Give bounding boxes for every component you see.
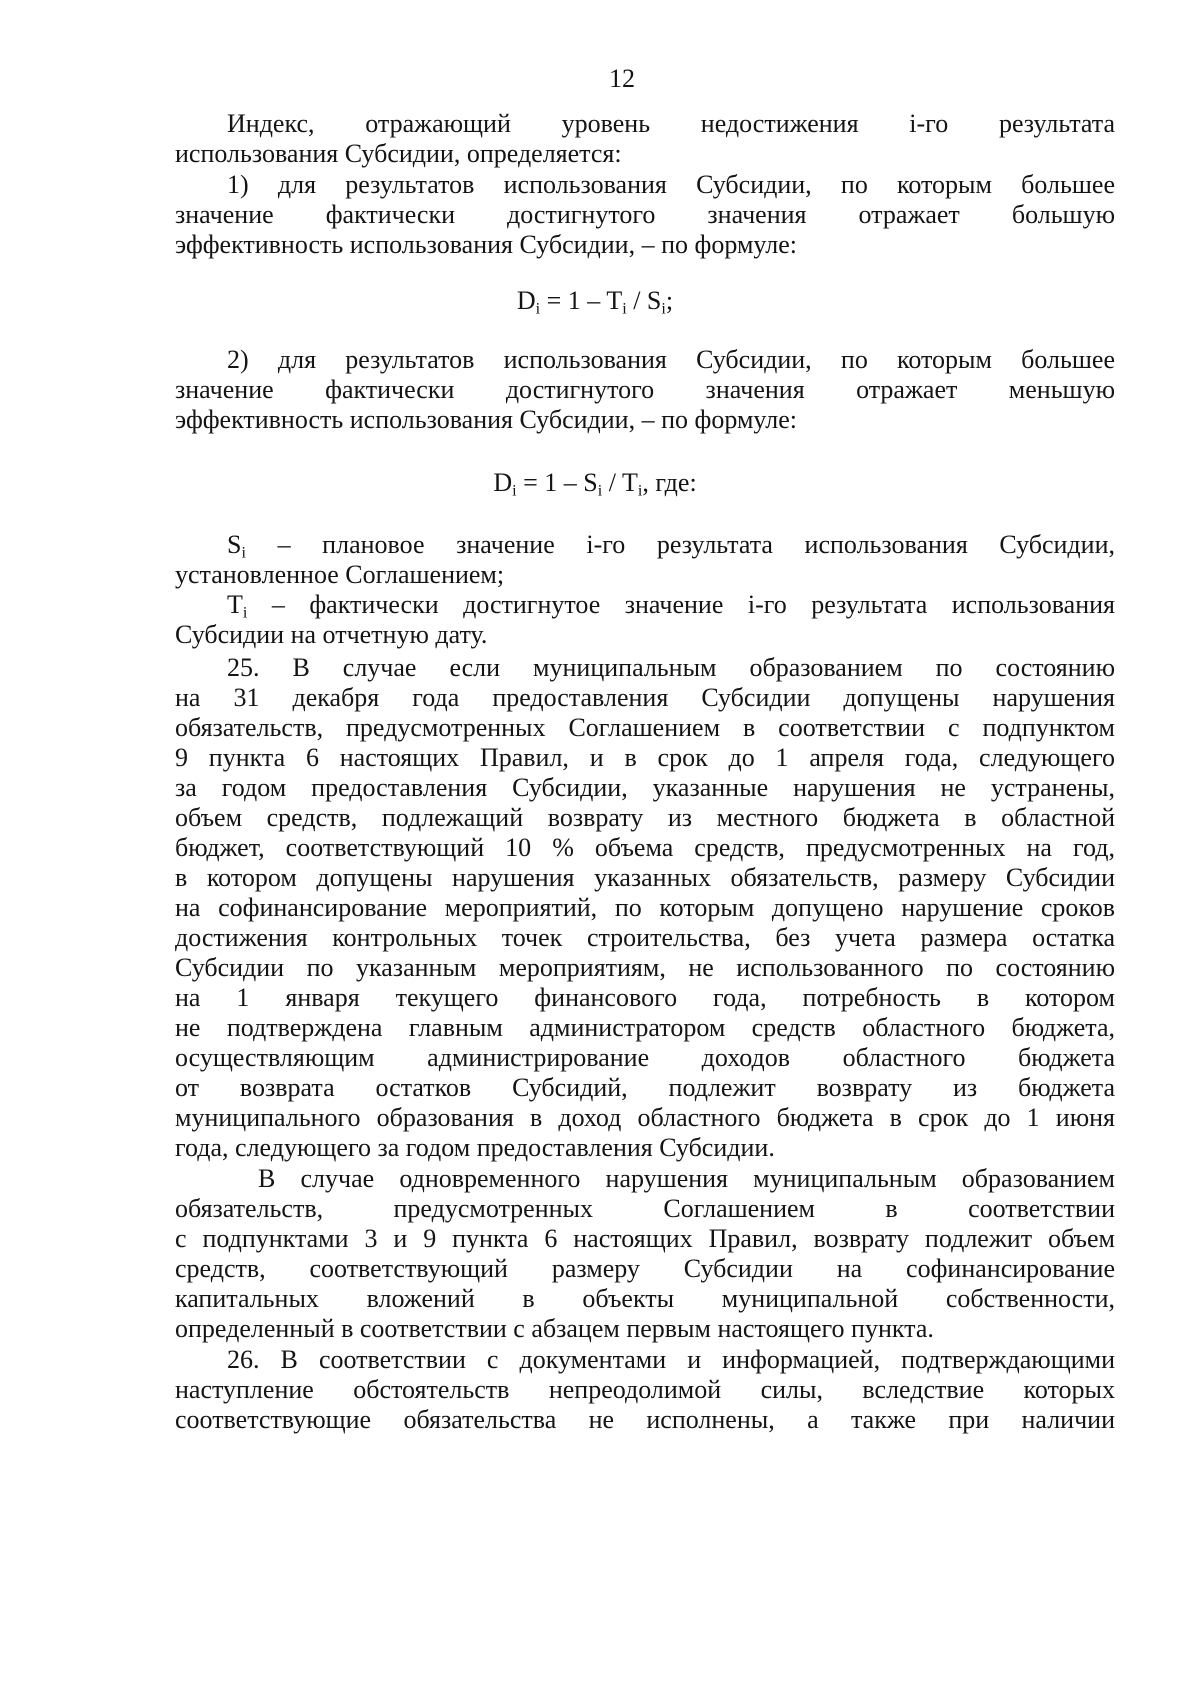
text-line: Субсидии по указанным мероприятиям, не использованного по состоянию — [175, 953, 1115, 982]
text-line: Индекс, отражающий уровень недостижения i-го результата — [227, 109, 1115, 138]
paragraph-item-1 — [175, 170, 1115, 260]
text-line: от возврата остатков Субсидий, подлежит возврату из бюджета — [175, 1073, 1115, 1102]
text-segment: = 1 – S — [516, 468, 598, 497]
text-line — [175, 286, 1015, 316]
text-line: не подтверждена главным администратором средств областного бюджета, — [175, 1013, 1115, 1042]
text-line: капитальных вложений в объекты муниципальной собственности, — [175, 1284, 1115, 1313]
text-line — [175, 468, 1015, 498]
subscript-index: i — [512, 482, 517, 500]
text-line: года, следующего за годом предоставления Субсидии. — [175, 1133, 775, 1162]
text-segment: – фактически достигнутое значение i-го результата использования — [247, 590, 1115, 619]
subscript-index: i — [661, 300, 666, 318]
text-line: бюджет, соответствующий 10 % объема средств, предусмотренных на год, — [175, 833, 1115, 862]
text-line: эффективность использования Субсидии, – по формуле: — [175, 405, 797, 434]
text-line: осуществляющим администрирование доходов областного бюджета — [175, 1043, 1115, 1072]
text-line: с подпунктами 3 и 9 пункта 6 настоящих Правил, возврату подлежит объем — [175, 1224, 1115, 1253]
subscript-index: i — [535, 300, 541, 318]
subscript-index: i — [637, 482, 643, 500]
text-line: 2) для результатов использования Субсидии, по которым большее — [227, 345, 1115, 374]
text-line: 26. В соответствии с документами и информацией, подтверждающими — [227, 1345, 1115, 1374]
subscript-index: i — [242, 604, 248, 622]
text-segment: D — [493, 468, 513, 497]
text-line: средств, соответствующий размеру Субсидии на софинансирование — [175, 1254, 1115, 1283]
text-segment: S — [227, 530, 242, 559]
text-segment: / S — [626, 286, 662, 315]
text-line: в котором допущены нарушения указанных обязательств, размеру Субсидии — [175, 863, 1115, 892]
paragraph-26 — [175, 1345, 1115, 1435]
text-line: за годом предоставления Субсидии, указанные нарушения не устранены, — [175, 773, 1115, 802]
text-line: 9 пункта 6 настоящих Правил, и в срок до 1 апреля года, следующего — [175, 743, 1115, 772]
text-line: определенный в соответствии с абзацем первым настоящего пункта. — [175, 1314, 934, 1343]
paragraph-index-definition — [175, 109, 1115, 169]
text-line: муниципального образования в доход областного бюджета в срок до 1 июня — [175, 1103, 1115, 1132]
text-line: В случае одновременного нарушения муниципальным образованием — [258, 1164, 1115, 1193]
subscript-index: i — [597, 482, 603, 500]
text-line: на софинансирование мероприятий, по которым допущено нарушение сроков — [175, 893, 1115, 922]
formula-2 — [175, 468, 1015, 498]
subscript-index: i — [241, 544, 246, 562]
paragraph-simultaneous-breach — [175, 1164, 1115, 1344]
text-segment: T — [227, 590, 243, 619]
formula-1 — [175, 286, 1015, 316]
page-number: 12 — [609, 64, 635, 93]
text-line: эффективность использования Субсидии, – по формуле: — [175, 230, 797, 259]
text-line: использования Субсидии, определяется: — [175, 139, 622, 168]
text-line: соответствующие обязательства не исполнены, а также при наличии — [175, 1405, 1115, 1434]
text-line: 25. В случае если муниципальным образованием по состоянию — [227, 653, 1115, 682]
text-line — [175, 530, 1115, 560]
subscript-index: i — [622, 300, 627, 318]
definition-ti — [175, 590, 1115, 650]
text-segment: / T — [602, 468, 638, 497]
text-line: на 1 января текущего финансового года, потребность в котором — [175, 983, 1115, 1012]
text-line: значение фактически достигнутого значения отражает большую — [175, 200, 1115, 229]
text-line: Субсидии на отчетную дату. — [175, 620, 488, 649]
text-segment: – плановое значение i-го результата использования Субсидии, — [245, 530, 1115, 559]
text-line: обязательств, предусмотренных Соглашением в соответствии — [175, 1194, 1115, 1223]
text-line: на 31 декабря года предоставления Субсидии допущены нарушения — [175, 683, 1115, 712]
paragraph-25 — [175, 653, 1115, 1163]
text-line: объем средств, подлежащий возврату из местного бюджета в областной — [175, 803, 1115, 832]
text-segment: D — [516, 286, 536, 315]
text-line: обязательств, предусмотренных Соглашением в соответствии с подпунктом — [175, 713, 1115, 742]
text-line: значение фактически достигнутого значения отражает меньшую — [175, 375, 1115, 404]
text-line — [175, 590, 1115, 620]
paragraph-item-2 — [175, 345, 1115, 435]
text-line: наступление обстоятельств непреодолимой силы, вследствие которых — [175, 1375, 1115, 1404]
text-line: 1) для результатов использования Субсидии, по которым большее — [227, 170, 1115, 199]
definition-si — [175, 530, 1115, 590]
text-segment: , где: — [642, 468, 697, 497]
text-segment: = 1 – T — [540, 286, 623, 315]
text-segment: ; — [665, 286, 674, 315]
text-line: достижения контрольных точек строительства, без учета размера остатка — [175, 923, 1115, 952]
text-line: установленное Соглашением; — [175, 560, 505, 589]
